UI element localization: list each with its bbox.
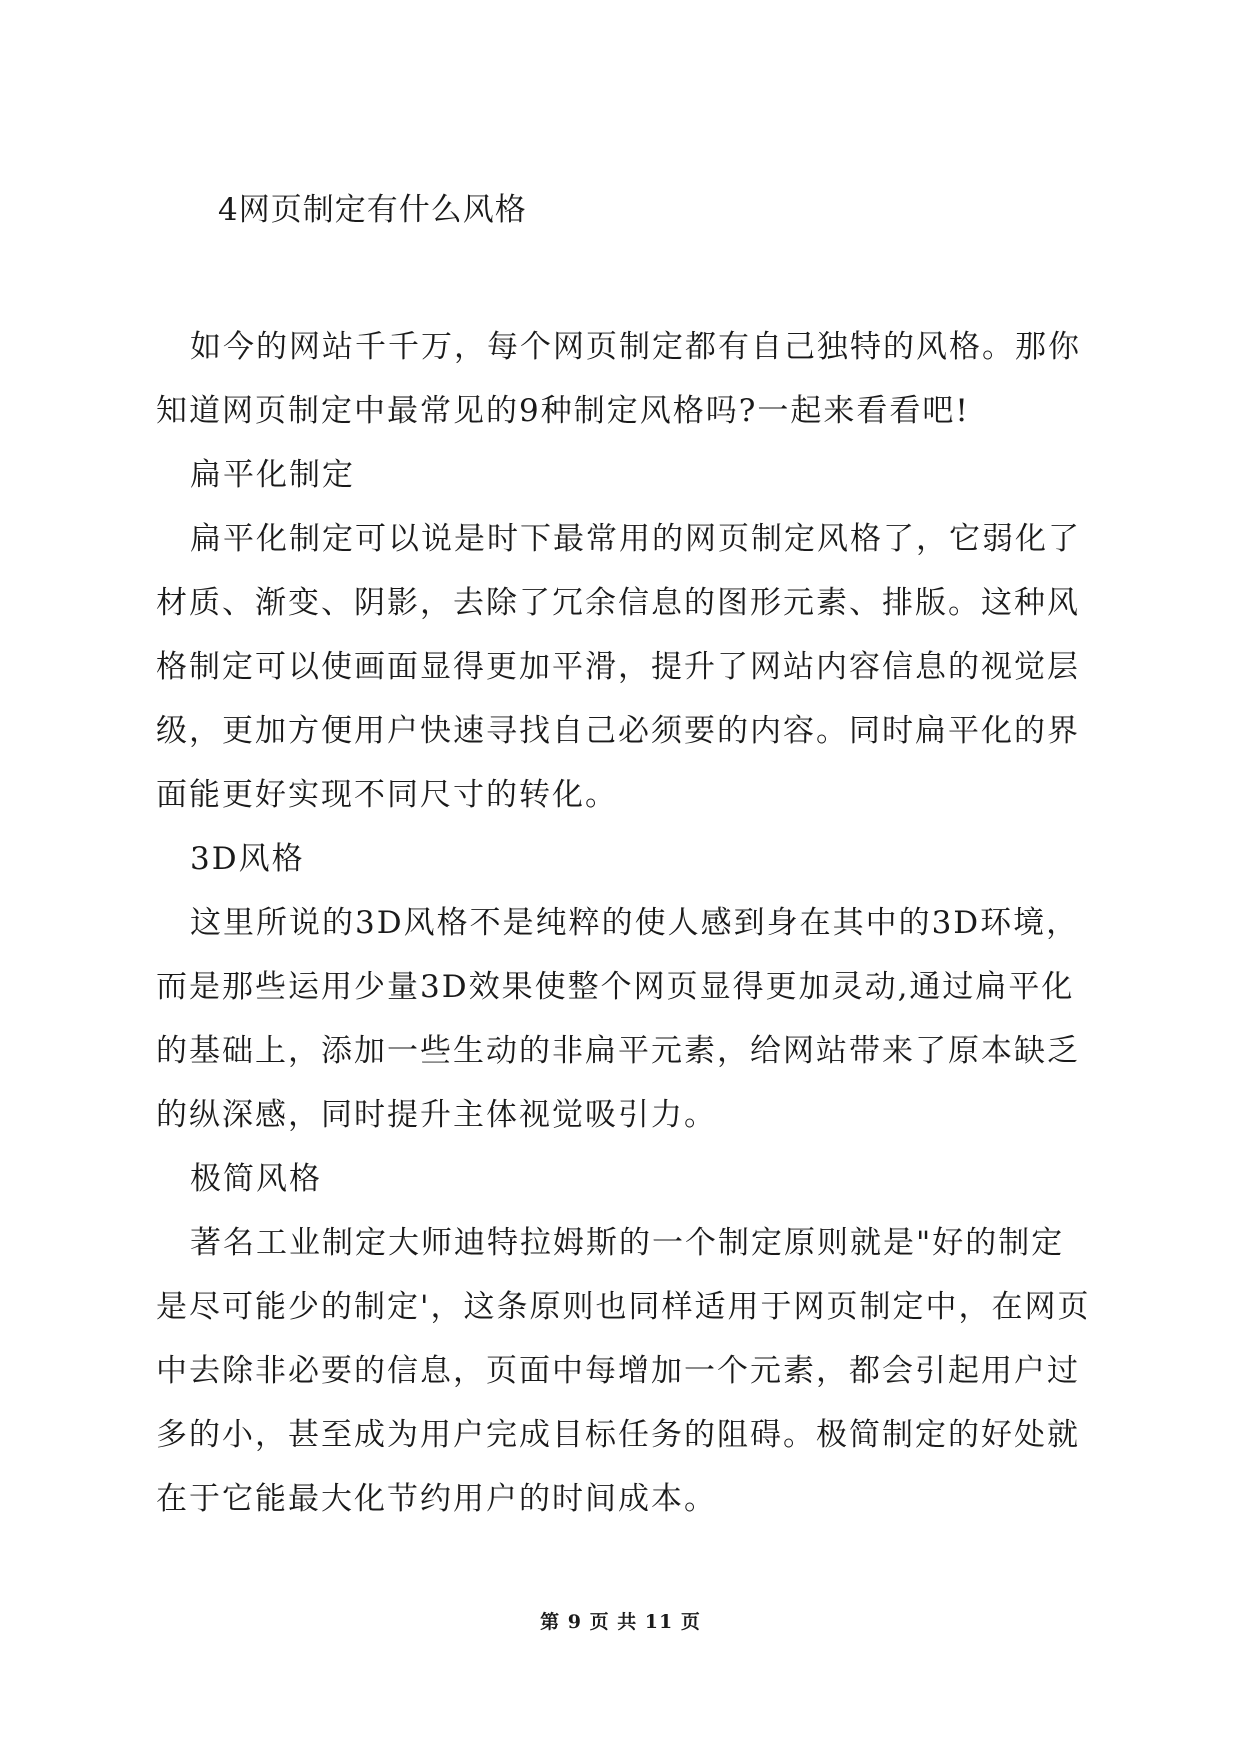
section-heading: 4网页制定有什么风格 <box>218 192 527 228</box>
text-line: 多的小，甚至成为用户完成目标任务的阻碍。极简制定的好处就 <box>156 1417 1080 1453</box>
text-line: 面能更好实现不同尺寸的转化。 <box>156 777 618 813</box>
subheading-minimal-style: 极简风格 <box>190 1161 322 1197</box>
text-line: 著名工业制定大师迪特拉姆斯的一个制定原则就是"好的制定 <box>190 1225 1065 1261</box>
text-line: 的基础上，添加一些生动的非扁平元素，给网站带来了原本缺乏 <box>156 1033 1080 1069</box>
subheading-3d-style: 3D风格 <box>190 841 305 877</box>
text-line: 知道网页制定中最常见的9种制定风格吗?一起来看看吧! <box>156 393 970 429</box>
text-line: 扁平化制定可以说是时下最常用的网页制定风格了，它弱化了 <box>190 521 1081 557</box>
text-line: 这里所说的3D风格不是纯粹的使人感到身在其中的3D环境， <box>190 905 1080 941</box>
text-line: 的纵深感，同时提升主体视觉吸引力。 <box>156 1097 717 1133</box>
text-line: 材质、渐变、阴影，去除了冗余信息的图形元素、排版。这种风 <box>156 585 1080 621</box>
text-line: 级，更加方便用户快速寻找自己必须要的内容。同时扁平化的界 <box>156 713 1080 749</box>
subheading-flat-design: 扁平化制定 <box>190 457 355 493</box>
text-line: 中去除非必要的信息，页面中每增加一个元素，都会引起用户过 <box>156 1353 1080 1389</box>
text-line: 如今的网站千千万，每个网页制定都有自己独特的风格。那你 <box>190 329 1081 365</box>
page-footer: 第 9 页 共 11 页 <box>540 1611 701 1633</box>
body-text <box>156 315 1091 1531</box>
text-line: 在于它能最大化节约用户的时间成本。 <box>156 1481 717 1517</box>
text-line: 而是那些运用少量3D效果使整个网页显得更加灵动,通过扁平化 <box>156 969 1075 1005</box>
text-line: 是尽可能少的制定'，这条原则也同样适用于网页制定中，在网页 <box>156 1289 1091 1325</box>
text-line: 格制定可以使画面显得更加平滑，提升了网站内容信息的视觉层 <box>156 649 1080 685</box>
